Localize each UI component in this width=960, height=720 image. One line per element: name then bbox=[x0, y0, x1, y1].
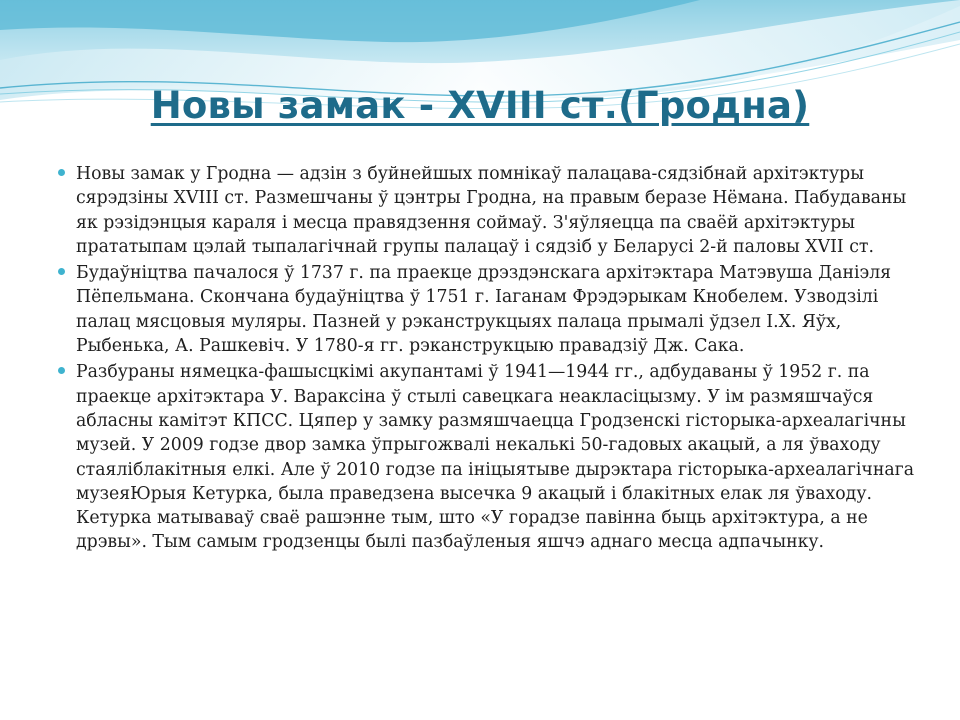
bullet-item bbox=[58, 360, 916, 554]
bullet-list bbox=[58, 162, 916, 557]
slide-title: Новы замак - XVIII ст.(Гродна) bbox=[150, 84, 810, 127]
bullet-dot-icon bbox=[58, 268, 65, 275]
bullet-dot-icon bbox=[58, 367, 65, 374]
bullet-text: Будаўніцтва пачалося ў 1737 г. па праекце дрэздэнскага архітэктара Матэвуша Даніэля Пёпельмана. Скончана будаўніцтва ў 1751 г. Іаганам Фрэдэрыкам Кнобелем. Узводзілі палац мясцовыя муляры. Пазней у рэканструкцыях палаца прымалі ўдзел І.Х. Яўх, Рыбенька, А. Рашкевіч. У 1780-я гг. рэканструкцыю правадзіў Дж. Сака. bbox=[76, 263, 892, 357]
bullet-item bbox=[58, 261, 916, 358]
bullet-item bbox=[58, 162, 916, 259]
bullet-text: Разбураны нямецка-фашысцкімі акупантамі ў 1941—1944 гг., адбудаваны ў 1952 г. па праекце архітэктара У. Варaксіна ў стылі савецкага неакласіцызму. У ім размяшчаўся абласны камітэт КПСС. Цяпер у замку размяшчаецца Гродзенскі гісторыка-археалагічны музей. У 2009 годзе двор замка ўпрыгожвалі некалькі 50-гадовых акацый, а ля ўваходу стаяліблакітныя елкі. Але ў 2010 годзе па ініцыятыве дырэктара гісторыка-археалагічнага музеяЮрыя Кетурка, была праведзена высечка 9 акацый і блакітных елак ля ўваходу. Кетурка матываваў сваё рашэнне тым, што «У горадзе павінна быць архітэктура, а не дрэвы». Тым самым гродзенцы былі пазбаўленыя яшчэ аднаго месца адпачынку. bbox=[76, 362, 915, 553]
bullet-dot-icon bbox=[58, 169, 65, 176]
bullet-text: Новы замак у Гродна — адзін з буйнейшых помнікаў палацава-сядзібнай архітэктуры сярэдзіны XVIII ст. Размешчаны ў цэнтры Гродна, на правым беразе Нёмана. Пабудаваны як рэзідэнцыя караля і месца правядзення соймаў. З'яўляецца па сваёй архітэктуры прататыпам цэлай тыпалагічнай групы палацаў і сядзіб у Беларусі 2-й паловы XVII ст. bbox=[76, 164, 907, 257]
